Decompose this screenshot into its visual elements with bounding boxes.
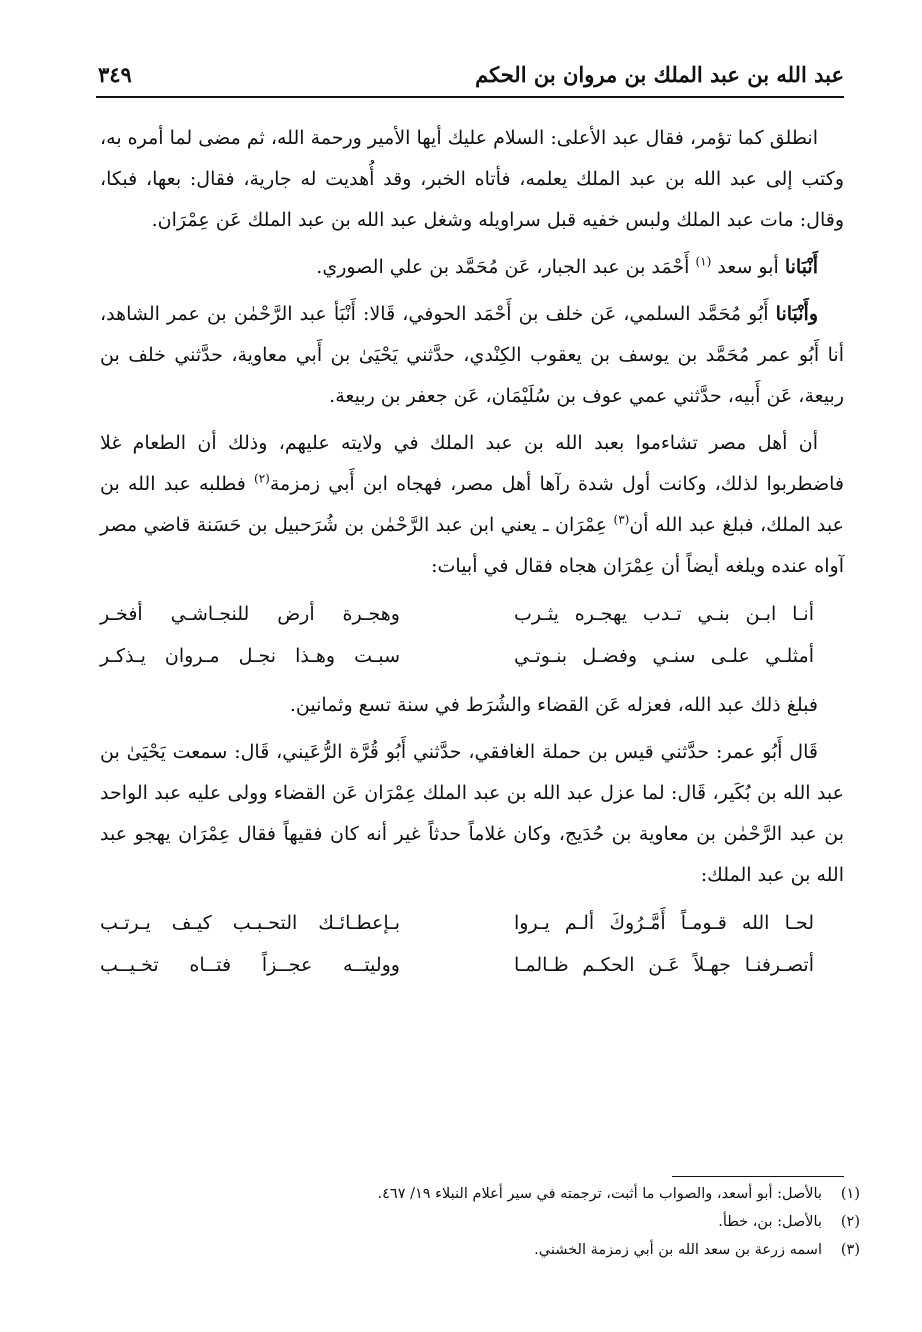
footnote-text: بالأصل: بن، خطأ. xyxy=(718,1214,822,1230)
paragraph-6: قَال أَبُو عمر: حدَّثني قيس بن حملة الغافقي، حدَّثني أَبُو قُرَّة الرُّعَيني، قَال: سمعت يَحْيَىٰ بن عبد الله بن بُكَير، قَال: لما عزل عبد الله بن عبد الملك عِمْرَان عَن القضاء وولى عليه عبد الواحد بن عبد الرَّحْمٰن بن معاوية بن حُدَيج، وكان غلاماً حدثاً غير أنه كان فقيهاً فقال عِمْرَان يهجو عبد الله بن عبد الملك: xyxy=(100,741,844,886)
verse-line xyxy=(100,944,844,986)
verse-second-hemistich: ووليتــه عجــزاً فتــاه تخـيــب xyxy=(100,954,400,976)
verse-first-hemistich: أمثلـي علـى سنـي وفضـل بنـوتـي xyxy=(514,645,814,667)
footnote-ref-2[interactable]: (٢) xyxy=(254,471,270,486)
footnote-3 xyxy=(100,1236,860,1264)
footnote-2 xyxy=(100,1208,860,1236)
paragraph-2-text-b: أَحْمَد بن عبد الجبار، عَن مُحَمَّد بن علي الصوري. xyxy=(316,256,696,278)
paragraph-4-text-c: عِمْرَان ـ يعني ابن عبد الرَّحْمٰن بن شُرَحبيل بن حَسَنة قاضي مصر آواه عنده ويلغه أيضاً أن عِمْرَان هجاه فقال في أبيات: xyxy=(100,514,844,577)
footnote-1 xyxy=(100,1180,860,1208)
running-title: عبد الله بن عبد الملك بن مروان بن الحكم xyxy=(475,62,844,87)
footnote-mark: (٣) xyxy=(840,1242,860,1258)
footnote-mark: (٢) xyxy=(840,1214,860,1230)
paragraph-4-text-a: أن أهل مصر تشاءموا بعبد الله بن عبد الملك في ولايته عليهم، وذلك أن الطعام غلا فاضطربوا لذلك، وكانت أول شدة رآها أهل مصر، فهجاه ابن أَبي زمزمة xyxy=(100,432,844,495)
isnad-lead-word: أَنْبَانا xyxy=(784,256,818,278)
footnote-mark: (١) xyxy=(840,1186,860,1202)
poem-2 xyxy=(100,902,844,986)
paragraph-4 xyxy=(100,423,844,587)
footnote-separator xyxy=(672,1176,844,1177)
footnote-ref-3[interactable]: (٣) xyxy=(613,512,630,527)
paragraph-5: فبلغ ذلك عبد الله، فعزله عَن القضاء والشُرَط في سنة تسع وثمانين. xyxy=(289,694,818,716)
verse-first-hemistich: لحـا الله قـومـاً أَمَّـرُوكَ ألـم يـروا xyxy=(514,912,814,934)
paragraph-2 xyxy=(100,247,844,288)
page-header xyxy=(96,62,844,98)
isnad-lead-word: وأَنْبَانا xyxy=(775,303,818,325)
paragraph-3 xyxy=(100,294,844,417)
footnote-ref-1[interactable]: (١) xyxy=(695,254,712,269)
footnote-text: اسمه زرعة بن سعد الله بن أبي زمزمة الخشني. xyxy=(534,1242,822,1258)
paragraph-2-text-a: أبو سعد xyxy=(711,256,785,278)
verse-second-hemistich: وهجـرة أرض للنجـاشـي أفخـر xyxy=(100,603,400,625)
footnote-text: بالأصل: أبو أسعد، والصواب ما أثبت، ترجمته في سير أعلام النبلاء ١٩/ ٤٦٧. xyxy=(377,1186,822,1202)
verse-line xyxy=(100,902,844,944)
verse-second-hemistich: بـإعطـائـك التحـبـب كيـف يـرتـب xyxy=(100,912,400,934)
poem-1 xyxy=(100,593,844,677)
page-number: ٣٤٩ xyxy=(98,62,132,87)
footnotes xyxy=(100,1180,860,1264)
paragraph-1: انطلق كما تؤمر، فقال عبد الأعلى: السلام عليك أيها الأمير ورحمة الله، ثم مضى لما أمره به، وكتب إلى عبد الله بن عبد الملك يعلمه، فأتاه الخبر، وقد أُهديت له جارية، فقال: بعها، فبكا، وقال: مات عبد الملك ولبس خفيه قبل سراويله وشغل عبد الله بن عبد الملك عَن عِمْرَان. xyxy=(100,127,844,231)
verse-second-hemistich: سبـت وهـذا نجـل مـروان يـذكـر xyxy=(100,645,400,667)
verse-first-hemistich: أتصـرفنـا جهـلاً عَـن الحكـم ظـالمـا xyxy=(514,954,814,976)
verse-line xyxy=(100,635,844,677)
main-text xyxy=(100,118,844,994)
paragraph-4-text-b: فطلبه عبد الله بن عبد الملك، فبلغ عبد الله أن xyxy=(100,473,844,536)
verse-line xyxy=(100,593,844,635)
verse-first-hemistich: أنـا ابـن بنـي تـدب يهجـره يثـرب xyxy=(514,603,814,625)
paragraph-3-text: أَبُو مُحَمَّد السلمي، عَن خلف بن أَحْمَد الحوفي، قَالا: أَنْبَأ عبد الرَّحْمٰن بن عمر الشاهد، أنا أَبُو عمر مُحَمَّد بن يوسف بن يعقوب الكِنْدي، حدَّثني يَحْيَىٰ بن أَبي معاوية، حدَّثني خلف بن ربيعة، عَن أَبيه، حدَّثني عمي عوف بن سُلَيْمَان، عَن جعفر بن ربيعة. xyxy=(100,303,844,407)
